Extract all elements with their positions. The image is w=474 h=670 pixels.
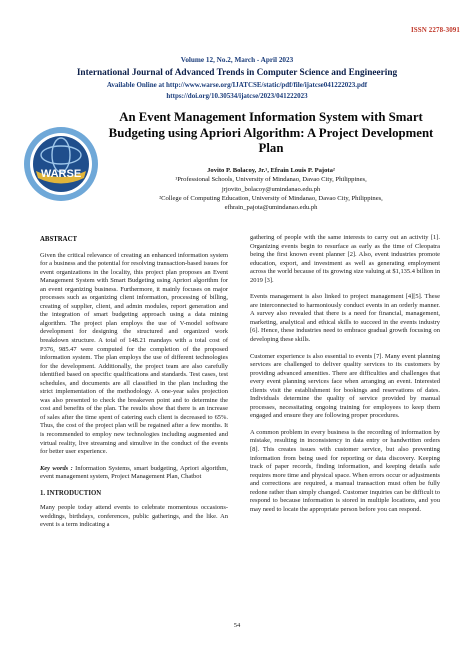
introduction-text: Many people today attend events to celebrate momentous occasions- weddings, birthdays, conferences, public gatherings, and the like. An event is a term indicating a: [40, 504, 228, 529]
right-column: [250, 234, 440, 522]
email-2[interactable]: efhrain_pajota@umindanao.edu.ph: [224, 204, 318, 212]
paragraph-4: A common problem in every business is the recording of information by mistake, resulting in inconsistency in data entry or handwritten orders [8]. This creates issues with customer service, but also preventing information from being used for reporting or data discovery. Keeping track of paper records, finding information, and keeping details safe requires more time and physical space. When errors occur or adjustments and corrections are required, a manual transaction must often be fully redone rather than simply changed. Customer inquiries can be difficult to respond to because information is stored in multiple locations, and you may need to locate the appropriate person before you can respond.: [250, 428, 440, 513]
paragraph-3: Customer experience is also essential to events [7]. Many event planning services are challenged to deliver quality services to its customers by providing advanced amenities. There are difficulties and challenges that every event planning services face when arranging an event. Interested clients visit the establishment for bookings and reservations of dates. Individuals determine the quality of service provided by manual processes, necessitating ongoing training for employees to keep them engaged and ensure they are following proper procedures.: [250, 352, 440, 420]
left-column: [40, 236, 228, 538]
author-block: [96, 166, 446, 212]
email-1[interactable]: jrjovito_bolacoy@umindanao.edu.ph: [221, 185, 321, 193]
keywords: [40, 465, 228, 482]
journal-name: International Journal of Advanced Trends in Computer Science and Engineering: [76, 68, 398, 78]
doi-link[interactable]: https://doi.org/10.30534/ijatcse/2023/041222023: [166, 92, 308, 100]
paragraph-1: gathering of people with the same interests to carry out an activity [1]. Organizing events begin to resurface as early as the time of Cleopatra being the first known event planner [2]. Also, event industries promote education, export, and investment as well as generating employment across the world because of its growing size valuing at $1,135.4 billion in 2019 [3].: [250, 234, 440, 284]
keywords-text: Information Systems, smart budgeting, Apriori algorithm, event management system, Project Management Plan, Chatbot: [40, 464, 228, 481]
paragraph-2: Events management is also linked to project management [4][5]. These are interconnected to harmoniously conduct events in an orderly manner. A survey also revealed that there is a need for financial, management, marketing, analytical and ethical skills to succeed in the events industry [6]. Hence, these industries need to embrace gradual growth focusing on developing these skills.: [250, 293, 440, 344]
author-names: Jovito P. Bolacoy, Jr.¹, Efrain Louis P. Pajota²: [207, 167, 335, 174]
introduction-heading: 1. INTRODUCTION: [40, 489, 102, 497]
volume-line: Volume 12, No.2, March - April 2023: [180, 56, 294, 64]
affiliation-2: ²College of Computing Education, University of Mindanao, Davao City, Philippines,: [159, 194, 383, 202]
paper-title: An Event Management Information System with Smart Budgeting using Apriori Algorithm: A Project Development Plan: [108, 110, 434, 155]
warse-logo-icon: [22, 125, 100, 203]
abstract-text: Given the critical relevance of creating an enhanced information system for a business and the potential for resolving transaction-based issues for event organizations in the locality, this project plan proposes an Event Management System with Smart Budgeting using Apriori algorithm for an event organizing business. Furthermore, it mainly focuses on major processes such as organizing client information, processing of billing, creating of supplier, client, and admin modules, report generation and the integration of smart budgeting approach using a data mining algorithm. The project plan employs the use of V-model software development for designing the structured and organized work breakdown structure. A total of 148.21 mandays with a total cost of P376, 985.47 were computed for the completion of the proposed information system. The plan employs the use of different technologies for the development. Additionally, the project team are also carefully identified based on specific qualifications and standards. Test cases, test schedules, and documents are all classified in the plan including the strict implementation of the methodology. A one-year sales projection was also presented to check the breakeven point and to determine the cost and benefits of the plan. The results show that there is an increase of sales after the time spent of catering each client is decreased to 65%. Thus, the cost of the project plan will be regained after a few months. It is recommended to employ new technologies including augmented and virtual reality, live streaming and simulive in the conduct of the events for better user experience.: [40, 251, 228, 456]
online-url[interactable]: Available Online at http://www.warse.org/IJATCSE/static/pdf/file/ijatcse041222023.pdf: [106, 81, 368, 89]
svg-text:WARSE: WARSE: [40, 168, 82, 180]
abstract-heading: ABSTRACT: [40, 236, 78, 243]
page-number: 54: [233, 622, 241, 629]
issn-label: ISSN 2278-3091: [410, 26, 460, 34]
keywords-label: Key words :: [40, 464, 73, 472]
affiliation-1: ¹Professional Schools, University of Mindanao, Davao City, Philippines,: [175, 176, 367, 184]
